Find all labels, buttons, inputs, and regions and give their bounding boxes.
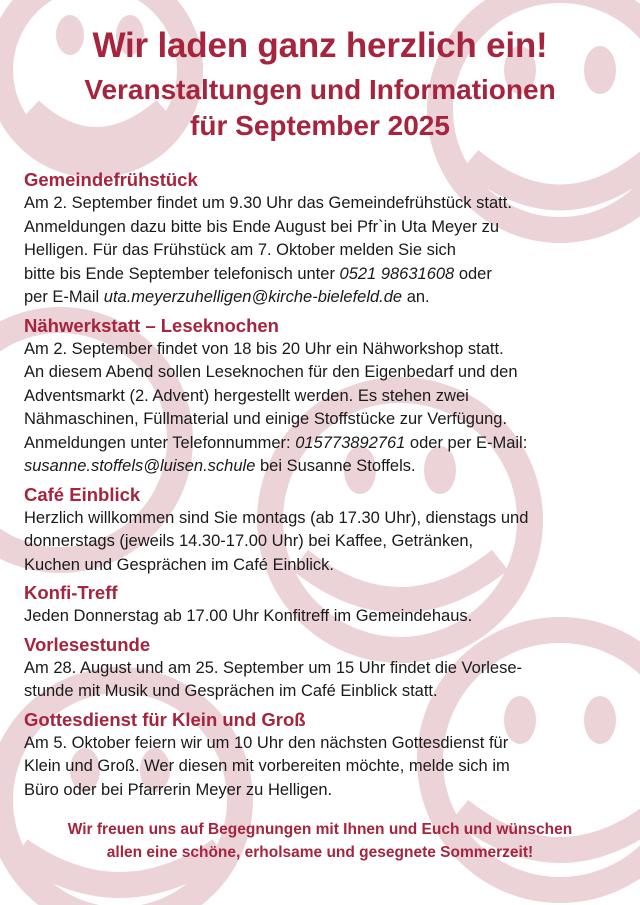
text: an. <box>402 288 430 306</box>
section-line: Kuchen und Gesprächen im Café Einblick. <box>24 555 335 574</box>
section-line: Nähmaschinen, Füllmaterial und einige Stoffstücke zur Verfügung. <box>24 410 508 428</box>
section-line: Helligen. Für das Frühstück am 7. Oktober melden Sie sich <box>24 241 456 259</box>
subheadline: Veranstaltungen und Informationen <box>84 74 556 105</box>
section-line: Herzlich willkommen sind Sie montags (ab 17.30 Uhr), dienstags und <box>24 508 529 527</box>
section-title: Vorlesestunde <box>24 633 151 655</box>
section-title: Gemeindefrühstück <box>24 169 198 190</box>
closing-line: Wir freuen uns auf Begegnungen mit Ihnen und Euch und wünschen <box>67 821 573 838</box>
subheadline-month: für September 2025 <box>190 110 450 141</box>
text: bei Susanne Stoffels. <box>255 457 416 475</box>
section-line: Klein und Groß. Wer diesen mit vorbereiten möchte, melde sich im <box>24 757 510 775</box>
section-line: donnerstags (jeweils 14.30-17.00 Uhr) bei Kaffee, Getränken, <box>24 532 474 550</box>
section-vorlesestunde <box>24 633 618 704</box>
section-konfi-treff <box>24 581 618 629</box>
section-line: Am 5. Oktober feiern wir um 10 Uhr den nächsten Gottesdienst für <box>24 733 509 752</box>
section-line: An diesem Abend sollen Leseknochen für den Eigenbedarf und den <box>24 363 518 381</box>
section-line <box>24 432 618 456</box>
section-gemeindefruehstueck <box>24 168 618 310</box>
section-line: Am 28. August und am 25. September um 15 Uhr findet die Vorlese- <box>24 658 523 677</box>
section-line <box>24 455 618 479</box>
section-line: Jeden Donnerstag ab 17.00 Uhr Konfitreff im Gemeindehaus. <box>24 607 473 625</box>
text: bitte bis Ende September telefonisch unter <box>24 264 340 283</box>
section-line <box>24 263 618 287</box>
phone-number: 015773892761 <box>295 433 406 452</box>
closing-line: allen eine schöne, erholsame und gesegnete Sommerzeit! <box>106 844 534 861</box>
phone-number: 0521 98631608 <box>339 264 455 283</box>
section-line: Büro oder bei Pfarrerin Meyer zu Helligen. <box>24 780 333 799</box>
section-line <box>24 286 618 310</box>
main-headline: Wir laden ganz herzlich ein! <box>92 26 548 65</box>
section-line: Adventsmarkt (2. Advent) hergestellt werden. Es stehen zwei <box>24 386 469 405</box>
email-address: susanne.stoffels@luisen.schule <box>24 457 256 475</box>
section-title: Nähwerkstatt – Leseknochen <box>24 314 279 336</box>
section-title: Café Einblick <box>24 483 141 505</box>
text: oder per E-Mail: <box>405 433 528 452</box>
section-line: Am 2. September findet um 9.30 Uhr das Gemeindefrühstück statt. <box>24 194 512 212</box>
section-title: Konfi-Treff <box>24 582 118 603</box>
events-list <box>0 168 640 802</box>
text: per E-Mail <box>24 288 104 306</box>
email-address: uta.meyerzuhelligen@kirche-bielefeld.de <box>103 288 403 306</box>
section-naehwerkstatt <box>24 314 618 479</box>
section-line: Am 2. September findet von 18 bis 20 Uhr ein Nähworkshop statt. <box>24 339 504 358</box>
section-line: Anmeldungen dazu bitte bis Ende August bei Pfr`in Uta Meyer zu <box>24 217 500 236</box>
section-line: stunde mit Musik und Gesprächen im Café Einblick statt. <box>24 682 438 700</box>
section-gottesdienst <box>24 708 618 803</box>
text: Anmeldungen unter Telefonnummer: <box>24 433 296 452</box>
flyer-header <box>0 26 640 144</box>
section-title: Gottesdienst für Klein und Groß <box>24 708 306 730</box>
closing-message <box>0 818 640 864</box>
section-cafe-einblick <box>24 483 618 578</box>
text: oder <box>454 264 492 283</box>
